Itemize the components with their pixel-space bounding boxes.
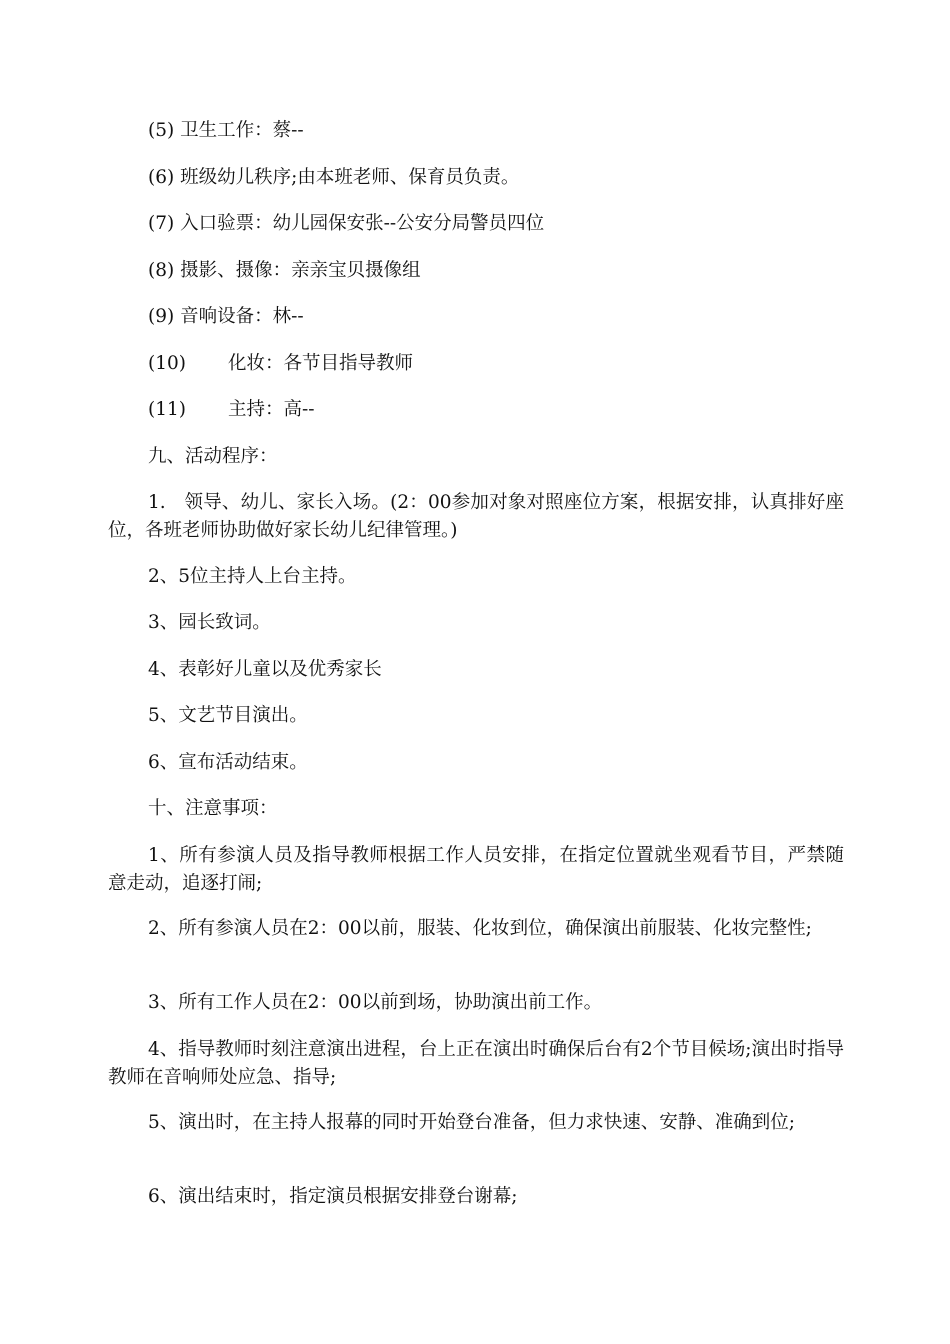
section-10-item-6: 6、演出结束时，指定演员根据安排登台谢幕; [148,1186,518,1207]
section-9-item-4: 4、表彰好儿童以及优秀家长 [148,659,382,680]
staff-item-5: (5) 卫生工作：蔡-- [148,120,304,141]
section-10-item-5: 5、演出时，在主持人报幕的同时开始登台准备，但力求快速、安静、准确到位; [148,1112,796,1133]
section-9-item-3: 3、园长致词。 [148,612,271,633]
section-10-item-1: 1、所有参演人员及指导教师根据工作人员安排，在指定位置就坐观看节目，严禁随意走动，追逐打闹; [108,845,844,894]
staff-item-6: (6) 班级幼儿秩序;由本班老师、保育员负责。 [148,167,520,188]
staff-item-11-text: 主持：高-- [228,399,315,420]
staff-item-9: (9) 音响设备：林-- [148,306,304,327]
section-9-item-5: 5、文艺节目演出。 [148,705,308,726]
section-10-item-3: 3、所有工作人员在2：00以前到场，协助演出前工作。 [148,992,603,1013]
staff-item-11 [108,396,884,424]
staff-item-10-number: (10) [148,353,186,374]
section-9-item-2: 2、5位主持人上台主持。 [148,566,357,587]
section-9-item-1: 1. 领导、幼儿、家长入场。(2：00参加对象对照座位方案，根据安排，认真排好座位，各班老师协助做好家长幼儿纪律管理。) [108,492,844,541]
section-10-item-4: 4、指导教师时刻注意演出进程，台上正在演出时确保后台有2个节目候场;演出时指导教师在音响师处应急、指导; [108,1039,844,1088]
section-10-item-2: 2、所有参演人员在2：00以前，服装、化妆到位，确保演出前服装、化妆完整性; [148,918,812,939]
section-9-item-6: 6、宣布活动结束。 [148,752,308,773]
staff-item-10-text: 化妆：各节目指导教师 [228,353,414,374]
section-9-heading: 九、活动程序： [148,446,278,467]
staff-item-10 [108,350,884,378]
staff-item-7: (7) 入口验票：幼儿园保安张--公安分局警员四位 [148,213,545,234]
section-10-heading: 十、注意事项： [148,798,278,819]
staff-item-8: (8) 摄影、摄像：亲亲宝贝摄像组 [148,260,421,281]
staff-item-11-number: (11) [148,399,186,420]
